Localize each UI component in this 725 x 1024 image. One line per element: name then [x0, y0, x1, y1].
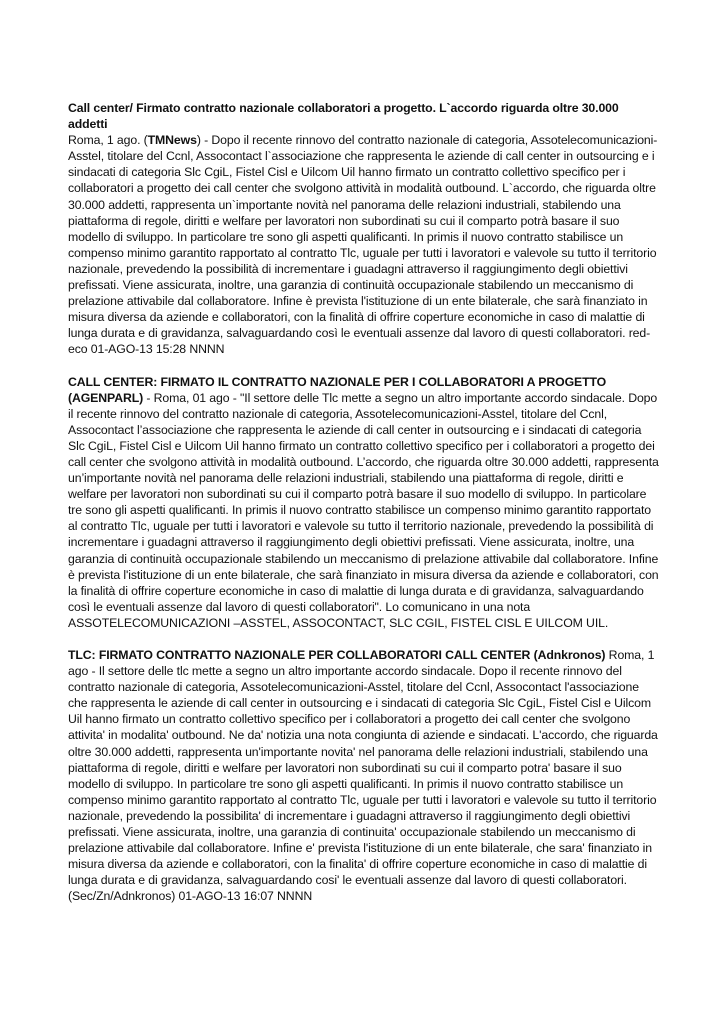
article-headline: TLC: FIRMATO CONTRATTO NAZIONALE PER COLLABORATORI CALL CENTER (Adnkronos)	[68, 648, 606, 662]
article-text: Roma, 1 ago - Il settore delle tlc mette a segno un altro importante accordo sindacale. Dopo il recente rinnovo del contratto nazionale di categoria, Assotelecomunicazioni-Asstel, titolare del Ccnl, Assocontact l'associazione che rappresenta le aziende di call center in outsourcing e i sindacati di categoria Slc CgiL, Fistel Cisl e Uilcom Uil hanno firmato un contratto collettivo specifico per i collaboratori a progetto dei call center che svolgono attivita' in modalita' outbound. Ne da' notizia una nota congiunta di aziende e sindacati. L'accordo, che riguarda oltre 30.000 addetti, rappresenta un'importante novita' nel panorama delle relazioni industriali, stabilendo una piattaforma di regole, diritti e welfare per lavoratori non subordinati su cui il comparto potra' basare il suo modello di sviluppo. In particolare tre sono gli aspetti qualificanti. In primis il nuovo contratto stabilisce un compenso minimo garantito rapportato al contratto Tlc, uguale per tutti i lavoratori e valevole su tutto il territorio nazionale, prevedendo la possibilita' di incrementare i guadagni attraverso il raggiungimento degli obiettivi prefissati. Viene assicurata, inoltre, una garanzia di continuita' occupazionale stabilendo un meccanismo di prelazione attivabile dal collaboratore. Infine e' prevista l'istituzione di un ente bilaterale, che sara' finanziato in misura diversa da aziende e collaboratori, con la finalita' di offrire coperture economiche in caso di malattie di lunga durata e di gravidanza, salvaguardando cosi' le eventuali assenze dal lavoro di questi collaboratori. (Sec/Zn/Adnkronos) 01-AGO-13 16:07 NNNN	[68, 648, 658, 904]
article-text: - Roma, 01 ago - "Il settore delle Tlc mette a segno un altro importante accordo sindacale. Dopo il recente rinnovo del contratto nazionale di categoria, Assotelecomunicazioni-Asstel, titolare del Ccnl, Assocontact l’associazione che rappresenta le aziende di call center in outsourcing e i sindacati di categoria Slc CgiL, Fistel Cisl e Uilcom Uil hanno firmato un contratto collettivo specifico per i collaboratori a progetto dei call center che svolgono attività in modalità outbound. L’accordo, che riguarda oltre 30.000 addetti, rappresenta un’importante novità nel panorama delle relazioni industriali, stabilendo una piattaforma di regole, diritti e welfare per lavoratori non subordinati su cui il comparto potrà basare il suo modello di sviluppo. In particolare tre sono gli aspetti qualificanti. In primis il nuovo contratto stabilisce un compenso minimo garantito rapportato al contratto Tlc, uguale per tutti i lavoratori e valevole su tutto il territorio nazionale, prevedendo la possibilità di incrementare i guadagni attraverso il raggiungimento degli obiettivi prefissati. Viene assicurata, inoltre, una garanzia di continuità occupazionale stabilendo un meccanismo di prelazione attivabile dal collaboratore. Infine è prevista l'istituzione di un ente bilaterale, che sarà finanziato in misura diversa da aziende e collaboratori, con la finalità di offrire coperture economiche in caso di malattie di lunga durata e di gravidanza, salvaguardando così le eventuali assenze dal lavoro di questi collaboratori". Lo comunicano in una nota ASSOTELECOMUNICAZIONI –ASSTEL, ASSOCONTACT, SLC CGIL, FISTEL CISL E UILCOM UIL.	[68, 390, 659, 630]
article-headline: Call center/ Firmato contratto nazionale collaboratori a progetto. L`accordo riguarda oltre 30.000 addetti	[68, 101, 619, 132]
agency-name: TMNews	[147, 133, 197, 148]
article-body	[68, 647, 660, 905]
article-headline: CALL CENTER: FIRMATO IL CONTRATTO NAZIONALE PER I COLLABORATORI A PROGETTO	[68, 374, 607, 389]
article-body	[68, 132, 660, 357]
article-agenparl	[68, 374, 660, 632]
agency-name: (AGENPARL)	[68, 390, 144, 405]
article-adnkronos	[68, 647, 660, 905]
article-dateline: Roma, 1 ago. (	[68, 133, 148, 148]
document-page	[68, 100, 660, 921]
article-tmnews	[68, 100, 660, 358]
article-body	[68, 390, 660, 631]
article-text: ) - Dopo il recente rinnovo del contratto nazionale di categoria, Assotelecomunicazioni-Asstel, titolare del Ccnl, Assocontact l`associazione che rappresenta le aziende di call center in outsourcing e i sindacati di categoria Slc CgiL, Fistel Cisl e Uilcom Uil hanno firmato un contratto collettivo specifico per i collaboratori a progetto dei call center che svolgono attività in modalità outbound. L`accordo, che riguarda oltre 30.000 addetti, rappresenta un`importante novità nel panorama delle relazioni industriali, stabilendo una piattaforma di regole, diritti e welfare per lavoratori non subordinati su cui il comparto potrà basare il suo modello di sviluppo. In particolare tre sono gli aspetti qualificanti. In primis il nuovo contratto stabilisce un compenso minimo garantito rapportato al contratto Tlc, uguale per tutti i lavoratori e valevole su tutto il territorio nazionale, prevedendo la possibilità di incrementare i guadagni attraverso il raggiungimento degli obiettivi prefissati. Viene assicurata, inoltre, una garanzia di continuità occupazionale stabilendo un meccanismo di prelazione attivabile dal collaboratore. Infine è prevista l'istituzione di un ente bilaterale, che sarà finanziato in misura diversa da aziende e collaboratori, con la finalità di offrire coperture economiche in caso di malattie di lunga durata e di gravidanza, salvaguardando così le eventuali assenze dal lavoro di questi collaboratori. red-eco 01-AGO-13 15:28 NNNN	[68, 133, 658, 357]
